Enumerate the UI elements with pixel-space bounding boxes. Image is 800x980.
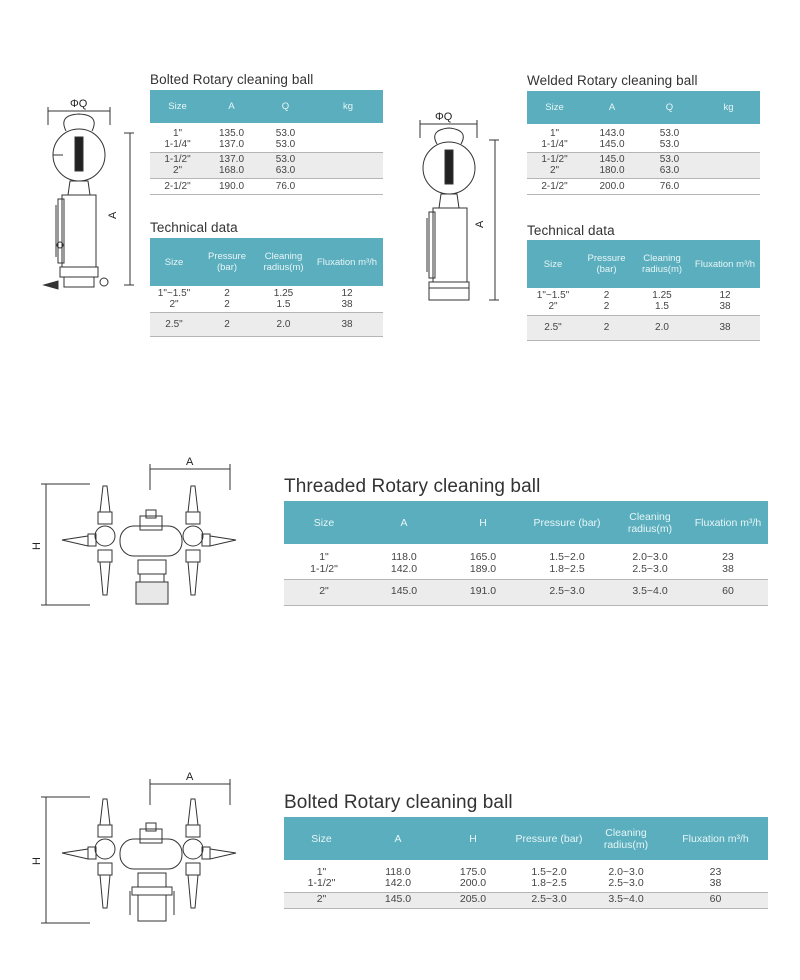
dim-width-label: A bbox=[186, 771, 194, 783]
col-header: kg bbox=[697, 91, 760, 124]
table-cell: 76.0 bbox=[642, 178, 697, 194]
table-cell: 2 bbox=[579, 315, 634, 340]
table-cell bbox=[313, 178, 383, 194]
dim-dia-label: ΦQ bbox=[70, 98, 88, 110]
col-header: Size bbox=[164, 256, 184, 268]
table-row bbox=[527, 288, 760, 315]
table-cell: 1" 1-1/2" bbox=[284, 865, 359, 892]
table-header-cell bbox=[527, 240, 579, 288]
table-cell: 2.5~3.0 bbox=[522, 579, 612, 605]
col-header: Cleaning radius(m) bbox=[603, 826, 649, 851]
col-header: Pressure (bar) bbox=[207, 251, 246, 273]
table-row bbox=[150, 90, 383, 123]
table-cell: 1" 1-1/2" bbox=[284, 549, 364, 579]
bolted-size-table bbox=[150, 90, 383, 195]
table-cell: 2.5~3.0 bbox=[509, 892, 589, 908]
table-cell: 2.0 bbox=[256, 312, 311, 336]
col-header: A bbox=[582, 91, 642, 124]
table-row bbox=[527, 240, 760, 288]
table-cell: 2" bbox=[284, 892, 359, 908]
table-header-cell bbox=[690, 240, 760, 288]
table-cell: 2 2 bbox=[198, 286, 256, 312]
table-cell bbox=[697, 178, 760, 194]
col-header: Pressure (bar) bbox=[509, 817, 589, 860]
table-cell: 3.5~4.0 bbox=[589, 892, 663, 908]
col-header: Q bbox=[642, 91, 697, 124]
table-row bbox=[284, 865, 768, 892]
table-cell: 191.0 bbox=[444, 579, 522, 605]
dim-height-label: H bbox=[31, 857, 43, 865]
table-cell: 200.0 bbox=[582, 178, 642, 194]
table-row bbox=[284, 549, 768, 579]
table-cell: 145.0 bbox=[359, 892, 437, 908]
table-cell: 137.0 168.0 bbox=[205, 152, 258, 178]
table-row bbox=[527, 178, 760, 194]
section-title: Bolted Rotary cleaning ball bbox=[150, 72, 314, 87]
table-row bbox=[527, 127, 760, 152]
table-row bbox=[284, 501, 768, 544]
table-cell bbox=[313, 152, 383, 178]
table-cell: 1.25 1.5 bbox=[634, 288, 690, 315]
col-header: Fluxation m³/h bbox=[663, 817, 768, 860]
table-cell: 60 bbox=[663, 892, 768, 908]
table-row bbox=[284, 892, 768, 908]
table-header-cell bbox=[589, 817, 663, 860]
bolted-ball-bottom-drawing bbox=[30, 765, 240, 930]
table-cell: 1.5~2.0 1.8~2.5 bbox=[522, 549, 612, 579]
table-row bbox=[527, 152, 760, 178]
table-cell: 118.0 142.0 bbox=[359, 865, 437, 892]
table-row bbox=[150, 127, 383, 152]
section-title: Threaded Rotary cleaning ball bbox=[284, 476, 541, 497]
table-cell: 145.0 bbox=[364, 579, 444, 605]
table-cell: 2" bbox=[284, 579, 364, 605]
table-cell: 2.0~3.0 2.5~3.0 bbox=[612, 549, 688, 579]
table-cell: 143.0 145.0 bbox=[582, 127, 642, 152]
table-cell: 1" 1-1/4" bbox=[150, 127, 205, 152]
table-cell: 135.0 137.0 bbox=[205, 127, 258, 152]
col-header: Pressure (bar) bbox=[587, 253, 626, 275]
section-title: Welded Rotary cleaning ball bbox=[527, 73, 698, 88]
table-cell: 2-1/2" bbox=[527, 178, 582, 194]
table-row bbox=[150, 178, 383, 194]
table-cell: 1.5~2.0 1.8~2.5 bbox=[509, 865, 589, 892]
col-header: Cleaning radius(m) bbox=[627, 510, 673, 535]
col-header: Cleaning radius(m) bbox=[641, 253, 683, 275]
col-header: A bbox=[205, 90, 258, 123]
table-cell: 2 2 bbox=[579, 288, 634, 315]
bolted-spec-table bbox=[284, 817, 768, 909]
col-header: H bbox=[444, 501, 522, 544]
table-cell: 2 bbox=[198, 312, 256, 336]
dim-height-label: A bbox=[107, 211, 119, 219]
col-header: Fluxation m³/h bbox=[694, 258, 756, 270]
table-cell bbox=[697, 127, 760, 152]
table-header-cell bbox=[198, 238, 256, 286]
table-header-cell bbox=[256, 238, 311, 286]
table-cell: 205.0 bbox=[437, 892, 509, 908]
table-cell: 2.0 bbox=[634, 315, 690, 340]
table-header-cell bbox=[612, 501, 688, 544]
table-cell: 1"~1.5" 2" bbox=[527, 288, 579, 315]
dim-height-label: H bbox=[31, 542, 43, 550]
table-header-cell bbox=[579, 240, 634, 288]
table-row bbox=[527, 315, 760, 340]
welded-ball-drawing bbox=[405, 110, 515, 310]
table-cell: 1"~1.5" 2" bbox=[150, 286, 198, 312]
table-cell: 1.25 1.5 bbox=[256, 286, 311, 312]
table-cell: 53.0 53.0 bbox=[258, 127, 313, 152]
welded-tech-table bbox=[527, 240, 760, 341]
table-cell: 145.0 180.0 bbox=[582, 152, 642, 178]
tech-data-title: Technical data bbox=[527, 223, 615, 238]
col-header: Size bbox=[150, 90, 205, 123]
col-header: Size bbox=[527, 91, 582, 124]
table-cell: 23 38 bbox=[663, 865, 768, 892]
col-header: H bbox=[437, 817, 509, 860]
col-header: A bbox=[364, 501, 444, 544]
table-cell: 1-1/2" 2" bbox=[527, 152, 582, 178]
table-cell: 12 38 bbox=[690, 288, 760, 315]
col-header: Size bbox=[543, 258, 563, 270]
bolted-tech-table bbox=[150, 238, 383, 337]
col-header: Size bbox=[284, 817, 359, 860]
table-cell: 165.0 189.0 bbox=[444, 549, 522, 579]
threaded-spec-table bbox=[284, 501, 768, 606]
table-cell: 12 38 bbox=[311, 286, 383, 312]
table-cell: 1-1/2" 2" bbox=[150, 152, 205, 178]
table-cell: 190.0 bbox=[205, 178, 258, 194]
welded-size-table bbox=[527, 91, 760, 195]
table-cell: 118.0 142.0 bbox=[364, 549, 444, 579]
dim-width-label: A bbox=[186, 456, 194, 468]
dim-height-label: A bbox=[474, 220, 486, 228]
table-header-cell bbox=[634, 240, 690, 288]
col-header: A bbox=[359, 817, 437, 860]
table-cell bbox=[697, 152, 760, 178]
table-cell: 2.5" bbox=[527, 315, 579, 340]
table-row bbox=[527, 91, 760, 124]
table-cell: 2.5" bbox=[150, 312, 198, 336]
table-cell: 2.0~3.0 2.5~3.0 bbox=[589, 865, 663, 892]
table-cell: 38 bbox=[690, 315, 760, 340]
table-cell: 38 bbox=[311, 312, 383, 336]
col-header: Cleaning radius(m) bbox=[263, 251, 304, 273]
dim-dia-label: ΦQ bbox=[435, 111, 453, 123]
table-cell: 53.0 53.0 bbox=[642, 127, 697, 152]
table-cell: 175.0 200.0 bbox=[437, 865, 509, 892]
table-row bbox=[284, 579, 768, 605]
section-title: Bolted Rotary cleaning ball bbox=[284, 792, 513, 813]
table-row bbox=[284, 817, 768, 860]
table-row bbox=[150, 238, 383, 286]
table-row bbox=[150, 312, 383, 336]
table-cell bbox=[313, 127, 383, 152]
table-cell: 23 38 bbox=[688, 549, 768, 579]
col-header: Pressure (bar) bbox=[522, 501, 612, 544]
col-header: kg bbox=[313, 90, 383, 123]
bolted-ball-drawing bbox=[30, 95, 140, 305]
tech-data-title: Technical data bbox=[150, 220, 238, 235]
table-cell: 60 bbox=[688, 579, 768, 605]
col-header: Fluxation m³/h bbox=[688, 501, 768, 544]
table-header-cell bbox=[311, 238, 383, 286]
col-header: Fluxation m³/h bbox=[316, 256, 378, 268]
table-cell: 3.5~4.0 bbox=[612, 579, 688, 605]
table-row bbox=[150, 286, 383, 312]
table-cell: 53.0 63.0 bbox=[258, 152, 313, 178]
col-header: Size bbox=[284, 501, 364, 544]
table-cell: 76.0 bbox=[258, 178, 313, 194]
table-header-cell bbox=[150, 238, 198, 286]
table-row bbox=[150, 152, 383, 178]
col-header: Q bbox=[258, 90, 313, 123]
threaded-ball-drawing bbox=[30, 450, 240, 610]
table-cell: 2-1/2" bbox=[150, 178, 205, 194]
table-cell: 1" 1-1/4" bbox=[527, 127, 582, 152]
table-cell: 53.0 63.0 bbox=[642, 152, 697, 178]
